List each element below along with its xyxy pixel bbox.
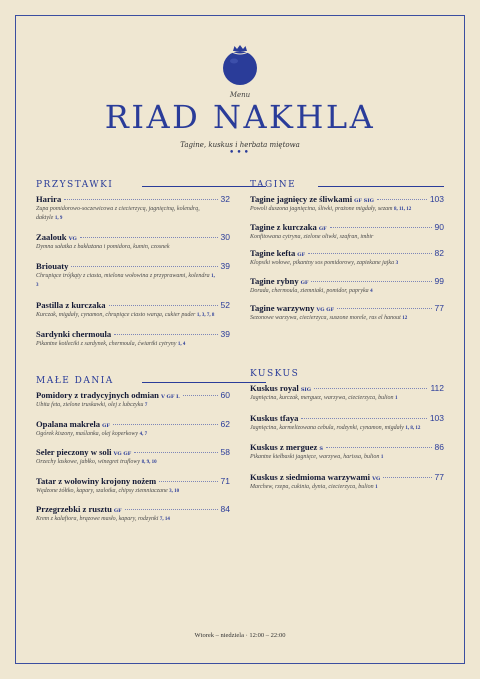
menu-item (250, 413, 444, 434)
dish-name: Tagine kefta (250, 248, 296, 258)
dotted-leader (113, 424, 218, 425)
section-kuskus (250, 369, 444, 501)
dish-price: 32 (220, 194, 230, 204)
dotted-leader (377, 199, 427, 200)
dish-price: 39 (220, 260, 230, 271)
dish-description-block (250, 314, 444, 324)
menu-item (36, 194, 230, 223)
dish-description-block (36, 243, 230, 252)
allergen-numbers: 12 (402, 316, 408, 321)
section-header (36, 376, 230, 390)
restaurant-name: RIAD NAKHLA (104, 98, 376, 136)
dish-price: 62 (220, 418, 230, 429)
section-title: MAŁE DANIA (36, 376, 114, 386)
allergen-numbers: 1, 3, 7, 8 (196, 312, 215, 318)
section-header (250, 180, 444, 194)
section-male-dania (36, 376, 230, 533)
dish-description: Wędzone żółtko, kapary, szalotka, chipsy ziemniaczane (36, 487, 168, 494)
allergen-numbers: 7 (144, 403, 148, 408)
menu-item (36, 504, 230, 525)
dish-description-block (36, 340, 230, 350)
dotted-leader (308, 253, 431, 254)
menu-item (250, 248, 444, 269)
dotted-leader (80, 237, 218, 238)
dish-price: 112 (430, 383, 444, 393)
dish-name: Pastilla z kurczaka (36, 299, 106, 310)
menu-item (36, 390, 230, 411)
dish-price: 84 (220, 504, 230, 514)
dish-name: Tagine rybny (250, 275, 299, 286)
allergen-numbers: 1 (375, 484, 378, 490)
dotted-leader (301, 418, 426, 419)
menu-item-row (36, 300, 230, 310)
dish-price: 103 (429, 194, 444, 204)
opening-hours: Wtorek – niedziela · 12:00 – 22:00 (194, 632, 286, 639)
dish-name: Tatar z wołowiny krojony nożem (36, 475, 157, 486)
menu-item-row (36, 419, 230, 429)
dietary-tags: S (319, 446, 323, 452)
menu-item (36, 232, 230, 252)
menu-item-row (250, 222, 444, 232)
dish-price: 60 (220, 390, 230, 400)
dietary-tags: GF (300, 279, 309, 286)
dish-description: Ogórek kiszony, maślanka, olej koperkowy (36, 430, 139, 437)
allergen-numbers: 1, 8, 12 (405, 425, 421, 431)
menu-item (36, 419, 230, 440)
dish-name: Briouaty (36, 260, 69, 271)
dish-price: 52 (220, 299, 230, 310)
dotted-leader (114, 334, 217, 335)
dotted-leader (311, 281, 431, 282)
dish-description: Klopsiki wołowe, pikantny sos pomidorowy, zapiekane jajka (250, 260, 395, 266)
dish-name: Tagine z kurczaka (250, 221, 317, 232)
dish-description: Chrupiące trójkąty z ciasta, mielona wołowina z przyprawami, kolendra (36, 272, 210, 279)
dotted-leader (64, 199, 217, 200)
menu-item (250, 222, 444, 242)
allergen-numbers: 1, 4 (177, 342, 186, 347)
dish-description-block (36, 311, 230, 321)
dish-description-block (250, 233, 444, 242)
dish-description: Kurczak, migdały, cynamon, chrupiące ciasto warqa, cukier puder (36, 311, 196, 318)
dish-description-block (250, 259, 444, 269)
dish-description-block (36, 430, 230, 440)
dotted-leader (134, 452, 217, 453)
menu-item-row (36, 261, 230, 271)
dish-price: 58 (220, 447, 230, 457)
dish-description: Zupa pomidorowo-soczewicowa z ciecierzycą, jagnięciną, kolendrą, daktyle (36, 206, 200, 221)
menu-item-row (36, 476, 230, 486)
menu-item-row (250, 413, 444, 423)
dish-price: 77 (434, 471, 444, 482)
dish-description: Jagnięcina, kurczak, merguez, warzywa, ciecierzyca, bulion (250, 395, 394, 401)
dish-name: Kuskus royal (250, 383, 299, 393)
dish-description-block (250, 205, 444, 215)
dish-description: Pikantne kiełbaski jagnięce, warzywa, harissa, bulion (250, 454, 380, 460)
menu-item (36, 447, 230, 468)
dish-description-block (36, 205, 230, 223)
dotted-leader (125, 509, 218, 510)
menu-item (36, 261, 230, 291)
dish-price: 77 (434, 303, 444, 313)
menu-item-row (250, 383, 444, 393)
dish-price: 30 (220, 232, 230, 242)
allergen-numbers: 1 (380, 455, 384, 460)
menu-item-row (36, 232, 230, 242)
dish-price: 39 (220, 329, 230, 339)
menu-item (36, 300, 230, 321)
menu-item (250, 442, 444, 463)
dish-description: Jagnięcina, karmelizowana cebula, rodzynki, cynamon, migdały (250, 424, 404, 431)
dish-price: 90 (434, 221, 444, 232)
dish-description: Sezonowe warzywa, ciecierzyca, suszone morele, ras el hanout (250, 315, 401, 321)
dietary-tags: GF (102, 422, 110, 429)
dotted-leader (71, 266, 217, 267)
menu-item-row (250, 194, 444, 204)
dish-name: Kuskus z siedmioma warzywami (250, 471, 371, 482)
menu-item-row (36, 390, 230, 400)
dish-description-block (36, 487, 230, 497)
dotted-leader (383, 477, 431, 478)
section-tagine (250, 180, 444, 331)
dish-name: Kuskus tfaya (250, 412, 299, 423)
dish-description: Dorada, chermoula, ziemniaki, pomidor, papryka (250, 287, 369, 294)
allergen-numbers: 4 (370, 288, 373, 294)
menu-item-row (36, 329, 230, 339)
menu-list (250, 383, 444, 492)
dish-name: Tagine jagnięcy ze śliwkami (250, 194, 353, 204)
dish-description: Powoli duszona jagnięcina, śliwki, prażone migdały, sezam (250, 206, 393, 212)
dietary-tags: GF (318, 225, 327, 232)
allergen-numbers: 1 (395, 396, 398, 401)
menu-item-row (250, 442, 444, 452)
dish-description-block (250, 453, 444, 463)
menu-item (36, 329, 230, 350)
section-title: TAGINE (250, 180, 297, 190)
menu-list (36, 194, 230, 350)
menu-item (250, 383, 444, 404)
dietary-tags: V GF L (160, 394, 180, 400)
dish-description: Krem z kalafiora, brązowe masło, kapary, rodzynki (36, 516, 159, 522)
section-przystawki (36, 180, 230, 359)
dish-description: Ubita feta, zielone truskawki, olej z lubczyku (36, 402, 144, 408)
dish-name: Harira (36, 194, 62, 204)
allergen-numbers: 1, 3 (36, 273, 215, 288)
dietary-tags: VG (68, 236, 77, 242)
menu-item-row (36, 447, 230, 457)
dish-name: Zaalouk (36, 232, 67, 242)
dotted-leader (330, 227, 432, 228)
dish-name: Przegrzebki z rusztu (36, 504, 112, 514)
section-title: PRZYSTAWKI (36, 180, 114, 190)
dish-description: Orzechy laskowe, jabłko, winegret truflowy (36, 459, 141, 465)
dish-name: Kuskus z merguez (250, 442, 318, 452)
dietary-tags: VG GF (113, 451, 132, 457)
dietary-tags: GF (297, 252, 306, 258)
menu-item (250, 276, 444, 297)
dish-name: Tagine warzywny (250, 303, 315, 313)
menu-list (250, 194, 444, 324)
dish-price: 82 (434, 248, 444, 258)
dish-name: Sardynki chermoula (36, 329, 112, 339)
dish-description-block (36, 401, 230, 411)
dish-description-block (250, 287, 444, 297)
menu-item (36, 476, 230, 497)
decorative-dots: ••• (229, 148, 251, 158)
allergen-numbers: 4, 7 (139, 431, 148, 437)
allergen-numbers: 7, 14 (159, 517, 170, 522)
dietary-tags: GF SIG (354, 198, 374, 204)
dish-name: Seler pieczony w soli (36, 447, 112, 457)
dish-price: 103 (429, 412, 444, 423)
restaurant-subtitle: Tagine, kuskus i herbata miętowa (180, 141, 300, 149)
dish-price: 71 (220, 475, 230, 486)
dish-name: Pomidory z tradycyjnych odmian (36, 390, 159, 400)
section-rule (142, 186, 266, 187)
allergen-numbers: 8, 11, 12 (394, 207, 412, 212)
menu-item (250, 303, 444, 324)
menu-item-row (250, 248, 444, 258)
dotted-leader (159, 481, 217, 482)
dish-description: Dymna sałatka z bakłażana i pomidora, kumin, czosnek (36, 244, 170, 250)
section-header (250, 369, 444, 383)
dish-description-block (250, 424, 444, 434)
dish-description-block (36, 272, 230, 291)
dietary-tags: SIG (300, 387, 312, 393)
dish-description-block (36, 458, 230, 468)
dotted-leader (326, 447, 432, 448)
menu-item-row (250, 472, 444, 482)
dietary-tags: VG (372, 475, 381, 482)
allergen-numbers: 3, 10 (169, 488, 180, 494)
menu-label: Menu (229, 91, 251, 99)
dietary-tags: VG GF (316, 307, 335, 313)
dotted-leader (183, 395, 218, 396)
allergen-numbers: 8, 9, 10 (141, 460, 157, 465)
dotted-leader (337, 308, 431, 309)
menu-item-row (250, 276, 444, 286)
menu-item (250, 194, 444, 215)
allergen-numbers: 1, 9 (54, 215, 63, 221)
section-title: KUSKUS (250, 369, 300, 379)
section-header (36, 180, 230, 194)
menu-item-row (36, 504, 230, 514)
dish-description: Marchew, rzepa, cukinia, dynia, ciecierzyca, bulion (250, 483, 374, 490)
dish-name: Opalana makrela (36, 418, 101, 429)
dish-description-block (36, 515, 230, 525)
menu-list (36, 390, 230, 525)
allergen-numbers: 3 (395, 261, 399, 266)
menu-item (250, 472, 444, 493)
dish-price: 86 (434, 442, 444, 452)
dish-description: Pikantne kotleciki z sardynek, chermoula, ćwiartki cytryny (36, 341, 177, 347)
section-rule (142, 382, 266, 383)
menu-item-row (250, 303, 444, 313)
dietary-tags: GF (113, 508, 122, 514)
menu-item-row (36, 194, 230, 204)
dish-description-block (250, 483, 444, 493)
blueberry-crown-icon (216, 42, 264, 86)
dish-price: 99 (434, 275, 444, 286)
dotted-leader (314, 388, 427, 389)
dish-description: Konfitowana cytryna, zielone oliwki, szafran, imbir (250, 233, 374, 240)
section-rule (318, 186, 444, 187)
dotted-leader (109, 305, 218, 306)
dish-description-block (250, 394, 444, 404)
